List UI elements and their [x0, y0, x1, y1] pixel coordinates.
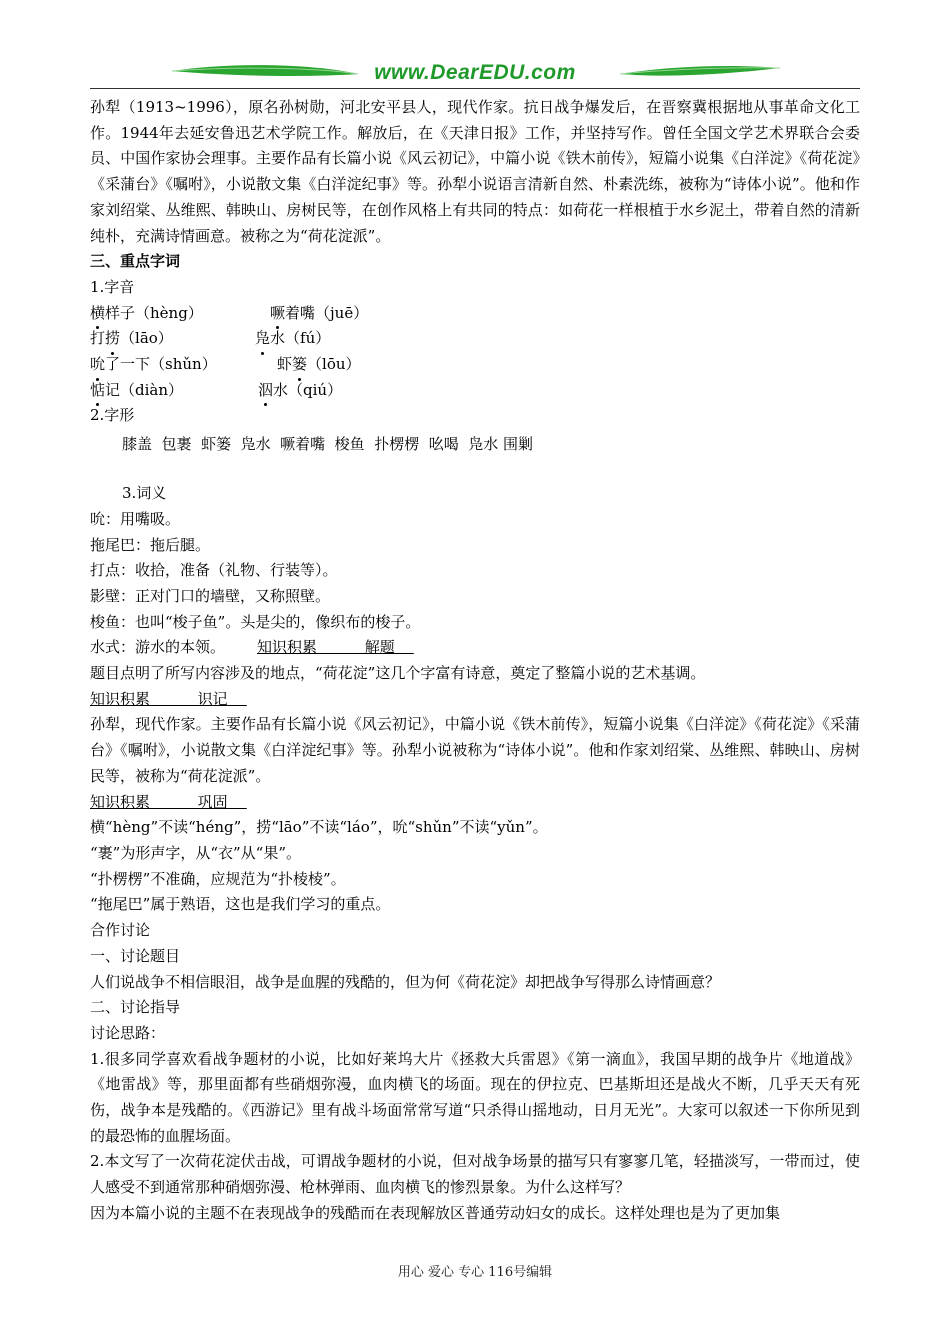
glyph-title: 2.字形 — [90, 406, 135, 425]
pronunciation-item: 凫水（fú） — [255, 326, 330, 352]
header-rule — [90, 88, 860, 89]
site-logo-text: www.DearEDU.com — [374, 61, 576, 84]
discussion-point-3: 因为本篇小说的主题不在表现战争的残酷而在表现解放区普通劳动妇女的成长。这样处理也是为了更加集 — [90, 1203, 781, 1222]
discussion-guide-title: 二、讨论指导 — [90, 998, 181, 1017]
page-footer: 用心 爱心 专心 116号编辑 — [397, 1265, 553, 1280]
discussion-topic-title: 一、讨论题目 — [90, 946, 181, 965]
section-label-shiji: 知识积累 识记 — [90, 689, 228, 708]
gonggu-item: “拖尾巴”属于熟语，这也是我们学习的重点。 — [90, 895, 391, 914]
pronunciation-item: 噘着嘴（juē） — [270, 301, 368, 327]
discussion-question: 人们说战争不相信眼泪，战争是血腥的残酷的，但为何《荷花淀》却把战争写得那么诗情画意？ — [90, 972, 721, 991]
pronunciation-row — [90, 301, 860, 327]
definition-item: 影壁：正对门口的墙壁，又称照壁。 — [90, 586, 331, 605]
pronunciation-item: 惦记（diàn） — [90, 378, 258, 404]
pronunciation-row — [90, 326, 860, 352]
definition-item: 水式：游水的本领。 知识积累 解题 — [90, 638, 395, 657]
author-bio: 孙犁（1913~1996），原名孙树勋，河北安平县人，现代作家。抗日战争爆发后，在晋察冀根据地从事革命文化工作。1944年去延安鲁迅艺术学院工作。解放后，在《天津日报》工作，并坚持写作。曾任全国文学艺术界联合会委员、中国作家协会理事。主要作品有长篇小说《风云初记》，中篇小说《铁木前传》，短篇小说集《白洋淀》《荷花淀》《采蒲台》《嘱咐》，小说散文集《白洋淀纪事》等。孙犁小说语言清新自然、朴素洗练，被称为“诗体小说”。他和作家刘绍棠、丛维熙、韩映山、房树民等，在创作风格上有共同的特点：如荷花一样根植于水乡泥土，带着自然的清新纯朴，充满诗情画意。被称之为“荷花淀派”。 — [90, 98, 860, 245]
section-label-jieti: 知识积累 解题 — [257, 638, 395, 657]
gonggu-item: “扑楞楞”不准确，应规范为“扑棱棱”。 — [90, 869, 346, 888]
section-key-words-title: 三、重点字词 — [90, 252, 181, 271]
pronunciation-item: 虾篓（lōu） — [277, 352, 361, 378]
definition-item: 拖尾巴：拖后腿。 — [90, 535, 211, 554]
definition-item: 吮：用嘴吸。 — [90, 509, 181, 528]
pronunciation-item: 吮了一下（shǔn） — [90, 352, 277, 378]
gonggu-item: 横“hèng”不读“héng”，捞“lāo”不读“láo”，吮“shǔn”不读“yǔn”。 — [90, 818, 548, 837]
page-header — [90, 58, 860, 90]
meaning-title: 3.词义 — [122, 484, 167, 503]
document-body — [90, 95, 860, 1227]
pronunciation-item: 横样子（hèng） — [90, 301, 270, 327]
glyph-word-list: 膝盖 包裹 虾篓 凫水 噘着嘴 梭鱼 扑楞楞 吆喝 凫水 围剿 — [122, 435, 534, 454]
discussion-approach-title: 讨论思路： — [90, 1023, 166, 1042]
definition-item: 打点：收拾，准备（礼物、行装等）。 — [90, 561, 338, 580]
shiji-text: 孙犁，现代作家。主要作品有长篇小说《风云初记》，中篇小说《铁木前传》，短篇小说集《白洋淀》《荷花淀》《采蒲台》《嘱咐》，小说散文集《白洋淀纪事》等。孙犁小说被称为“诗体小说”。他和作家刘绍棠、丛维熙、韩映山、房树民等，被称为“荷花淀派”。 — [90, 715, 860, 785]
pronunciation-item: 泅水（qiú） — [258, 378, 342, 404]
pronunciation-item: 打捞（lāo） — [90, 326, 255, 352]
definition-item: 梭鱼：也叫“梭子鱼”。头是尖的，像织布的梭子。 — [90, 612, 421, 631]
cooperation-title: 合作讨论 — [90, 921, 151, 940]
discussion-point-1: 1.很多同学喜欢看战争题材的小说，比如好莱坞大片《拯救大兵雷恩》《第一滴血》，我国早期的战争片《地道战》《地雷战》等，那里面都有些硝烟弥漫，血肉横飞的场面。现在的伊拉克、巴基斯坦还是战火不断，几乎天天有死伤，战争本是残酷的。《西游记》里有战斗场面常常写道“只杀得山摇地动，日月无光”。大家可以叙述一下你所见到的最恐怖的血腥场面。 — [90, 1049, 860, 1145]
discussion-point-2: 2.本文写了一次荷花淀伏击战，可谓战争题材的小说，但对战争场景的描写只有寥寥几笔，轻描淡写，一带而过，使人感受不到通常那种硝烟弥漫、枪林弹雨、血肉横飞的惨烈景象。为什么这样写？ — [90, 1152, 860, 1197]
gonggu-item: “裹”为形声字，从“衣”从“果”。 — [90, 843, 302, 862]
pronunciation-row — [90, 352, 860, 378]
pronunciation-row — [90, 378, 860, 404]
section-label-gonggu: 知识积累 巩固 — [90, 792, 228, 811]
jieti-text: 题目点明了所写内容涉及的地点，“荷花淀”这几个字富有诗意，奠定了整篇小说的艺术基调。 — [90, 664, 706, 683]
pronunciation-title: 1.字音 — [90, 277, 135, 296]
blank-line — [90, 459, 860, 481]
